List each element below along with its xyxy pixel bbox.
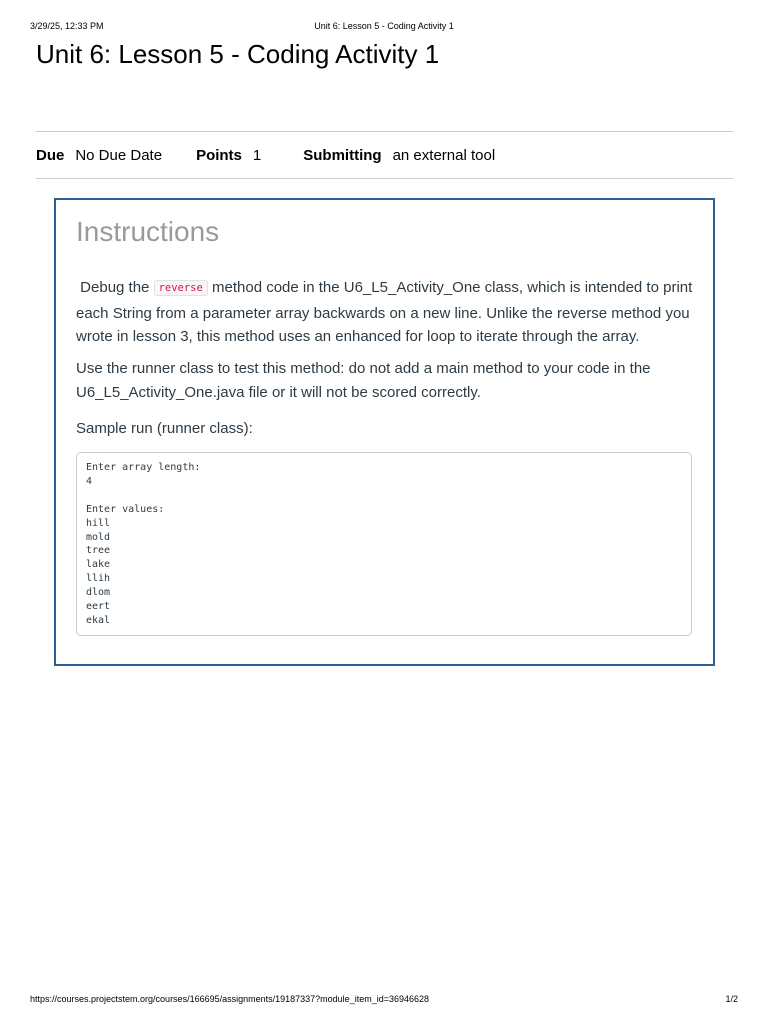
print-doc-title: Unit 6: Lesson 5 - Coding Activity 1 bbox=[314, 21, 454, 31]
print-page-number: 1/2 bbox=[725, 994, 738, 1004]
print-url: https://courses.projectstem.org/courses/166695/assignments/19187337?module_item_id=36946628 bbox=[30, 994, 430, 1004]
instructions-paragraph-1 bbox=[76, 276, 701, 349]
sample-run-label: Sample run (runner class): bbox=[76, 420, 253, 437]
instructions-paragraph-2: Use the runner class to test this method: do not add a main method to your code in the U6_L5_Activity_One.java file or it will not be scored correctly. bbox=[76, 360, 651, 401]
submitting-label: Submitting bbox=[303, 146, 382, 164]
para1-text-before: Debug the bbox=[80, 279, 150, 296]
page-title: Unit 6: Lesson 5 - Coding Activity 1 bbox=[36, 39, 440, 69]
print-header bbox=[30, 19, 738, 33]
instructions-box bbox=[54, 198, 715, 666]
due-label: Due bbox=[36, 146, 65, 164]
assignment-details bbox=[36, 131, 733, 179]
instructions-heading: Instructions bbox=[76, 216, 220, 247]
submitting-value: an external tool bbox=[392, 146, 496, 164]
sample-output-block: Enter array length: 4 Enter values: hill mold tree lake llih dlom eert ekal bbox=[76, 452, 692, 636]
para1-text-after: method code in the U6_L5_Activity_One class, which is intended to print each String from a parameter array backwards on a new line. Unlike the reverse method you wrote in lesson 3, this method uses an enhanced for loop to iterate through the array. bbox=[76, 279, 693, 345]
due-value: No Due Date bbox=[75, 146, 163, 164]
print-footer bbox=[30, 992, 738, 1006]
points-label: Points bbox=[196, 146, 242, 164]
points-value: 1 bbox=[252, 146, 262, 164]
print-timestamp: 3/29/25, 12:33 PM bbox=[30, 21, 104, 31]
reverse-code: reverse bbox=[154, 280, 208, 296]
